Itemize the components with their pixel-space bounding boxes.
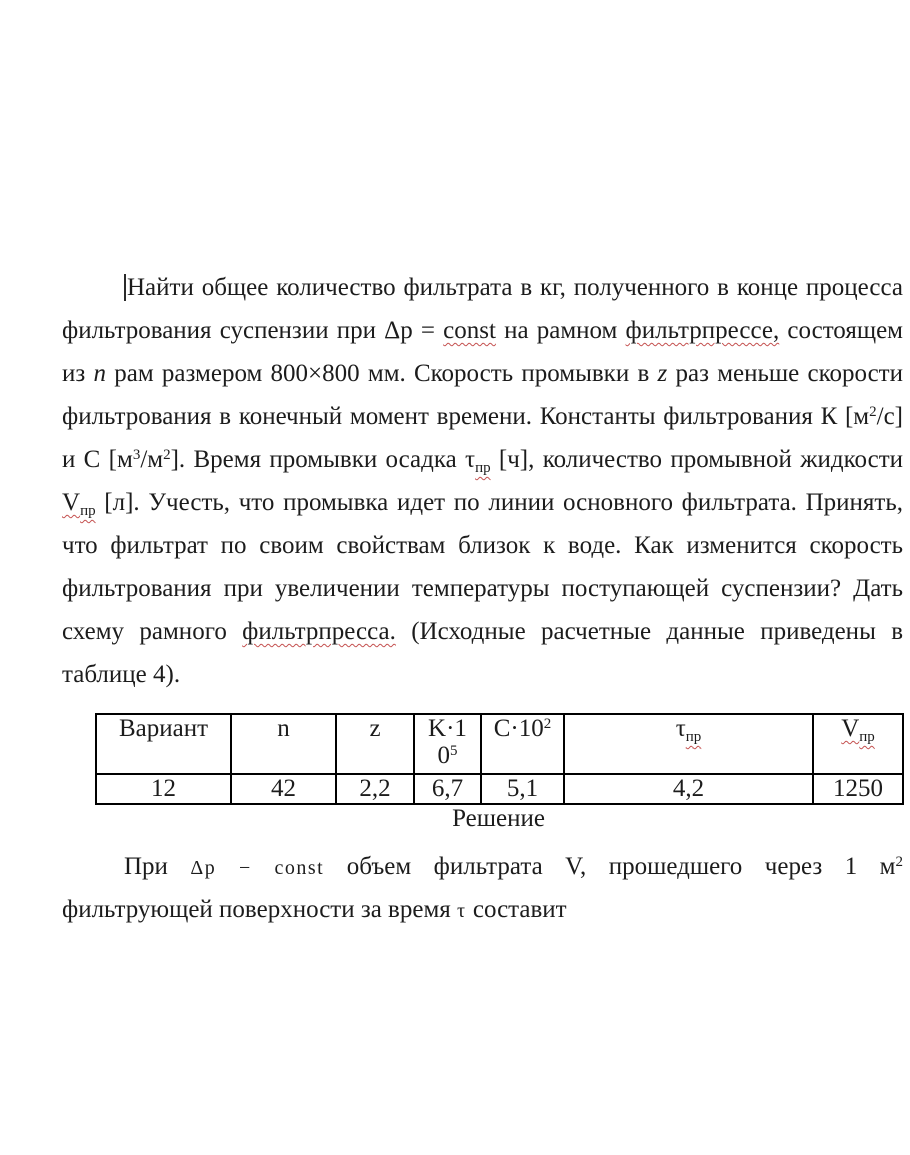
line-text: Найти общее количество фильтрата в кг, полученного в конце процесса (127, 274, 903, 301)
table-data-row (96, 774, 903, 804)
data-cell-c[interactable]: 5,1 (481, 774, 564, 804)
line-text: из n рам размером 800×800 мм. Скорость промывки в z раз меньше скорости (62, 360, 903, 387)
data-table (95, 713, 904, 805)
header-cell-v-pr[interactable]: $V_{пр}$ (813, 714, 903, 774)
line-text: фильтрования в конечный момент времени. Константы фильтрования К $[м^2/с]$ (62, 403, 903, 430)
header-cell-k[interactable]: K·1 $0^5$ (414, 714, 481, 774)
solution-heading[interactable]: Решение (452, 805, 545, 832)
paragraph-line[interactable] (62, 481, 903, 524)
data-cell-variant[interactable]: 12 (96, 774, 231, 804)
line-text: и С $[м^3/м^2]$. Время промывки осадка $\tau_{пр}$ [ч], количество промывной жидкости (62, 446, 903, 476)
solution-paragraph (62, 845, 903, 931)
paragraph-line[interactable] (62, 524, 903, 567)
problem-paragraph (62, 266, 903, 696)
header-cell-c[interactable]: $C\cdot 10^2$ (481, 714, 564, 774)
paragraph-line[interactable] (62, 395, 903, 438)
line-text: фильтрования суспензии при Δp = const на рамном фильтрпрессе, состоящем (62, 317, 903, 344)
paragraph-line[interactable] (62, 309, 903, 352)
text-cursor (124, 274, 126, 301)
solution-line[interactable] (62, 845, 903, 888)
data-cell-k[interactable]: 6,7 (414, 774, 481, 804)
header-cell-tau-pr[interactable]: $\tau_{пр}$ (564, 714, 813, 774)
header-cell-variant[interactable]: Вариант (96, 714, 231, 774)
solution-line[interactable] (62, 888, 903, 931)
data-cell-v-pr[interactable]: 1250 (813, 774, 903, 804)
paragraph-line[interactable] (62, 352, 903, 395)
line-text: фильтрования при увеличении температуры поступающей суспензии? Дать (62, 575, 903, 602)
paragraph-line[interactable] (62, 610, 903, 653)
data-cell-n[interactable]: 42 (231, 774, 336, 804)
line-text: таблице 4). (62, 661, 181, 688)
paragraph-line[interactable] (62, 266, 903, 309)
table-header-row (96, 714, 903, 774)
paragraph-line[interactable] (62, 567, 903, 610)
line-text: $V_{пр}$ [л]. Учесть, что промывка идет по линии основного фильтрата. Принять, (62, 489, 903, 519)
line-text: При Δp − const объем фильтрата V, прошедшего через 1 $м^2$ (124, 853, 903, 880)
data-cell-tau-pr[interactable]: 4,2 (564, 774, 813, 804)
line-text: схему рамного фильтрпресса. (Исходные расчетные данные приведены в (62, 618, 904, 645)
data-cell-z[interactable]: 2,2 (336, 774, 414, 804)
line-text: фильтрующей поверхности за время τ составит (62, 896, 567, 923)
paragraph-line[interactable] (62, 653, 903, 696)
paragraph-line[interactable] (62, 438, 903, 481)
header-cell-z[interactable]: z (336, 714, 414, 774)
line-text: что фильтрат по своим свойствам близок к воде. Как изменится скорость (62, 532, 903, 559)
header-cell-n[interactable]: n (231, 714, 336, 774)
